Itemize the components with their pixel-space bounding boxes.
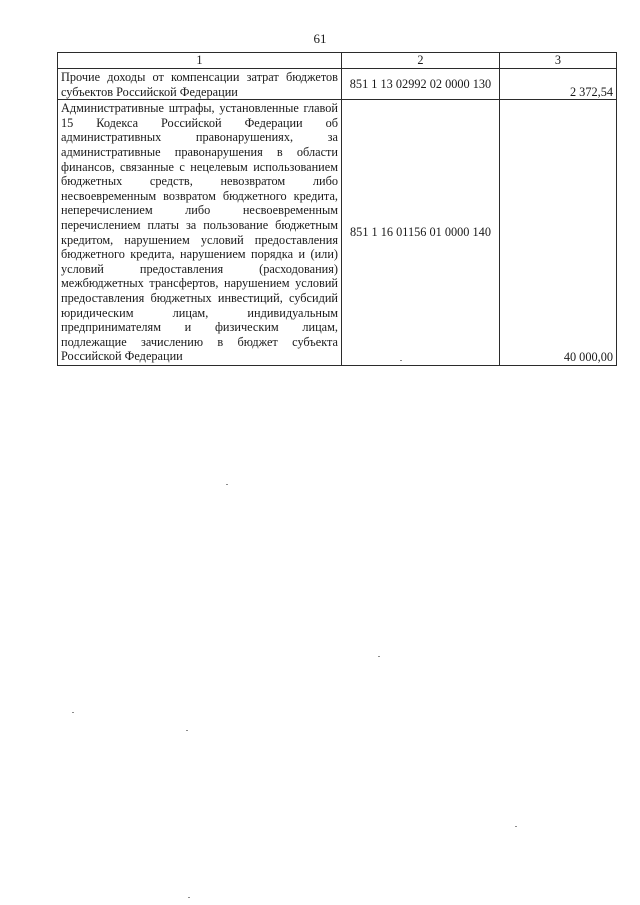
revenue-table — [57, 52, 617, 366]
table-header-row — [58, 53, 617, 69]
row-budget-code: 851 1 16 01156 01 0000 140 — [342, 100, 500, 366]
column-header-2: 2 — [342, 53, 500, 69]
table-row — [58, 69, 617, 100]
row-amount: 2 372,54 — [500, 69, 617, 100]
page-number: 61 — [313, 31, 327, 46]
row-amount: 40 000,00 — [500, 100, 617, 366]
column-header-3: 3 — [500, 53, 617, 69]
table-row — [58, 100, 617, 366]
row-budget-code: 851 1 13 02992 02 0000 130 — [342, 69, 500, 100]
column-header-1: 1 — [58, 53, 342, 69]
row-description: Прочие доходы от компенсации затрат бюджетов субъектов Российской Федерации — [58, 69, 342, 100]
row-description: Административные штрафы, установленные главой 15 Кодекса Российской Федерации об административных правонарушениях, за административные правонарушения в области финансов, связанные с нецелевым использованием бюджетных средств, невозвратом либо несвоевременным возвратом бюджетного кредита, неперечислением либо несвоевременным перечислением платы за пользование бюджетным кредитом, нарушением условий предоставления бюджетного кредита, нарушением порядка и (или) условий предоставления (расходования) межбюджетных трансфертов, нарушением условий предоставления бюджетных инвестиций, субсидий юридическим лицам, индивидуальным предпринимателям и физическим лицам, подлежащие зачислению в бюджет субъекта Российской Федерации — [58, 100, 342, 366]
